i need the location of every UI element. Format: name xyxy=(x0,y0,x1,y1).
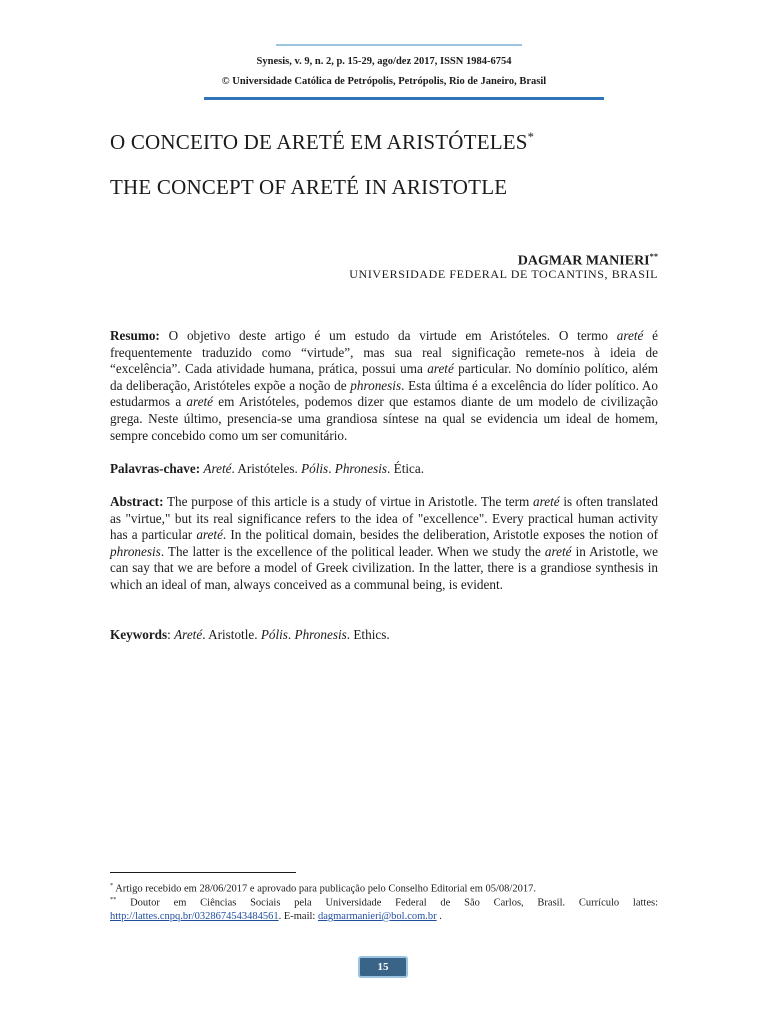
journal-citation: Synesis, v. 9, n. 2, p. 15-29, ago/dez 2017, ISSN 1984-6754 xyxy=(256,56,512,67)
page-number: 15 xyxy=(377,961,389,973)
keyword-text: . Ética. xyxy=(387,461,425,476)
abstract-term: phronesis xyxy=(110,543,161,559)
header-top-rule xyxy=(276,44,522,46)
footnote-text: Artigo recebido em 28/06/2017 e aprovado para publicação pelo Conselho Editorial em 05/08/2017. xyxy=(113,883,536,895)
email-link[interactable]: dagmarmanieri@bol.com.br xyxy=(317,910,437,922)
email-prefix: . E-mail: xyxy=(278,910,318,922)
keywords-separator: : xyxy=(167,627,175,642)
keyword: Areté xyxy=(174,627,203,642)
abstract-text: . In the political domain, besides the deliberation, Aristotle exposes the notion of xyxy=(222,527,658,543)
author-affiliation: UNIVERSIDADE FEDERAL DE TOCANTINS, BRASIL xyxy=(349,267,658,281)
palavras-chave-label: Palavras-chave: xyxy=(110,461,201,476)
resumo-label: Resumo: xyxy=(110,328,160,343)
resumo-term: areté xyxy=(427,361,454,377)
keyword: Areté xyxy=(203,461,232,476)
keywords-label: Keywords xyxy=(110,627,168,642)
keywords xyxy=(110,627,658,644)
resumo-text: particular. No domínio político, além da deliberação, Aristóteles expõe a noção de xyxy=(110,361,658,393)
abstract-term: areté xyxy=(196,527,223,543)
resumo-text: em Aristóteles, podemos dizer que estamos diante de um modelo de civilização grega. Neste último, presencia-se uma grandiosa síntese na qual se evidencia um ideal de homem, sempre concebido como um ser comunitário. xyxy=(110,394,658,443)
footnote-rule xyxy=(110,872,296,873)
title-portuguese xyxy=(110,124,534,155)
abstract-label: Abstract: xyxy=(110,494,164,509)
palavras-chave xyxy=(110,461,658,478)
abstract-term: areté xyxy=(544,543,572,559)
abstract-term: areté xyxy=(533,494,560,509)
lattes-link[interactable]: http://lattes.cnpq.br/0328674543484561 xyxy=(110,910,279,922)
journal-publisher: © Universidade Católica de Petrópolis, Petrópolis, Rio de Janeiro, Brasil xyxy=(221,76,547,87)
abstract-text: . The latter is the excellence of the political leader. When we study the xyxy=(160,543,545,559)
author-footnote-mark: ** xyxy=(649,252,658,261)
keyword: Pólis xyxy=(301,461,329,476)
title-english: THE CONCEPT OF ARETÉ IN ARISTOTLE xyxy=(110,175,508,199)
resumo-term: areté xyxy=(186,394,214,410)
title-portuguese-text: O CONCEITO DE ARETÉ EM ARISTÓTELES xyxy=(110,130,528,154)
footnote-mark: ** xyxy=(110,896,117,903)
page-number-badge xyxy=(358,956,408,978)
keyword-separator: . xyxy=(287,627,295,642)
abstract-text: in Aristotle, we can say that we are before a model of Greek civilization. In the latter, there is a grandiose synthesis in which an ideal of man, always conceived as a communal being, is evident. xyxy=(110,543,658,592)
resumo-term: areté xyxy=(616,328,644,343)
keyword-text: . Ethics. xyxy=(346,627,390,642)
abstract-text: is often translated as "virtue," but its real significance refers to the idea of "excellence". Every practical human activity has a particular xyxy=(110,494,658,543)
abstract-text: The purpose of this article is a study of virtue in Aristotle. The term xyxy=(163,494,533,509)
resumo-text: é frequentemente traduzido como “virtude”, mas sua real significação remete-nos à ideia de “excelência”. Cada atividade humana, prática, possui uma xyxy=(110,328,659,377)
resumo-paragraph xyxy=(110,328,658,444)
resumo-text: O objetivo deste artigo é um estudo da virtude em Aristóteles. O termo xyxy=(159,328,617,343)
keyword-text: . Aristóteles. xyxy=(231,461,302,476)
author-name-text: DAGMAR MANIERI xyxy=(517,253,650,269)
footnote-end: . xyxy=(436,910,442,922)
abstract-paragraph xyxy=(110,494,658,594)
keyword-separator: . xyxy=(328,461,335,476)
footnote-mark: * xyxy=(110,882,114,889)
resumo-text: . Esta última é a excelência do líder político. Ao estudarmos a xyxy=(110,377,658,410)
keyword-text: . Aristotle. xyxy=(202,627,261,642)
keyword: Pólis xyxy=(260,627,288,642)
resumo-term: phronesis xyxy=(350,377,402,393)
title-footnote-mark: * xyxy=(527,130,535,144)
header-rule xyxy=(204,97,604,100)
keyword: Phronesis xyxy=(334,461,388,476)
footnote-text: Doutor em Ciências Sociais pela Universidade Federal de São Carlos, Brasil. Currículo lattes: xyxy=(116,897,658,909)
footnote-2 xyxy=(110,893,658,923)
keyword: Phronesis xyxy=(294,627,347,642)
